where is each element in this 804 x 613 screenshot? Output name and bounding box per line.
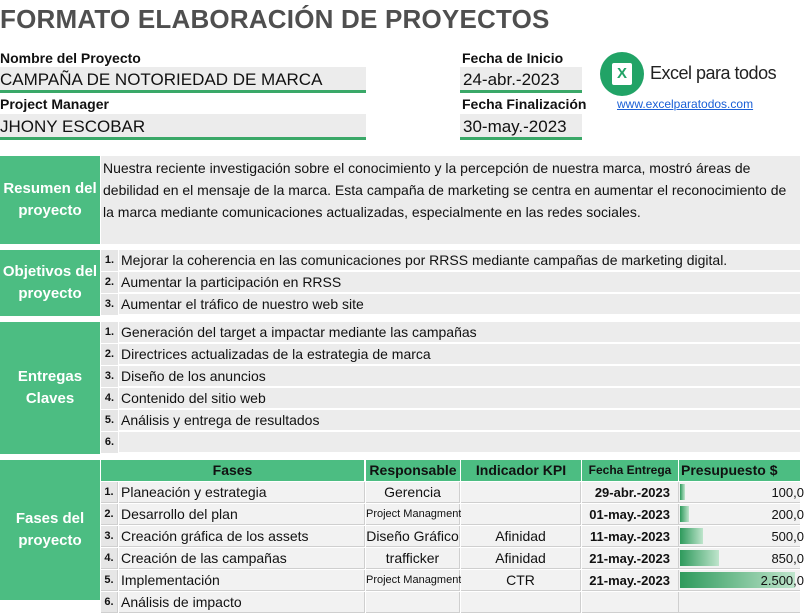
col-header-kpi: Indicador KPI: [461, 460, 581, 481]
objective-row[interactable]: [101, 250, 800, 272]
phase-owner[interactable]: [366, 592, 460, 613]
deliverable-number: 5.: [101, 410, 118, 431]
objective-row[interactable]: [101, 294, 800, 316]
deliverable-text: Diseño de los anuncios: [119, 366, 800, 387]
phase-budget[interactable]: [679, 592, 800, 613]
summary-text[interactable]: Nuestra reciente investigación sobre el conocimiento y la percepción de nuestra marca, mostró áreas de debilidad en el mensaje de la marca. Esta campaña de marketing se centra en aumentar el reconocimiento de la marca mediante comunicaciones actualizadas, especialmente en las redes sociales.: [101, 156, 800, 244]
website-link[interactable]: www.excelparatodos.com: [617, 97, 754, 111]
phase-number: 6.: [101, 592, 118, 613]
start-date-label: Fecha de Inicio: [462, 50, 564, 66]
col-header-due-date: Fecha Entrega: [582, 460, 678, 481]
objectives-label: Objetivos del proyecto: [0, 250, 100, 316]
phase-name[interactable]: Planeación y estrategia: [119, 482, 365, 503]
budget-value: 850,0: [771, 551, 804, 566]
objective-number: 2.: [101, 272, 118, 293]
budget-value: 2.500,0: [760, 573, 804, 588]
manager-field[interactable]: JHONY ESCOBAR: [0, 114, 366, 140]
objective-number: 3.: [101, 294, 118, 315]
budget-bar: [680, 484, 685, 500]
phase-budget[interactable]: [679, 548, 804, 569]
phase-number: 1.: [101, 482, 118, 503]
deliverable-number: 4.: [101, 388, 118, 409]
deliverable-number: 1.: [101, 322, 118, 343]
deliverable-text: [119, 432, 800, 453]
excel-x-glyph: X: [612, 63, 632, 85]
budget-bar: [680, 506, 689, 522]
objective-text: Aumentar el tráfico de nuestro web site: [119, 294, 800, 315]
objective-text: Mejorar la coherencia en las comunicaciones por RRSS mediante campañas de marketing digital.: [119, 250, 800, 271]
phase-budget[interactable]: [679, 526, 804, 547]
phase-name[interactable]: Creación gráfica de los assets: [119, 526, 365, 547]
phase-name[interactable]: Implementación: [119, 570, 365, 591]
deliverable-row[interactable]: [101, 410, 800, 432]
deliverable-row[interactable]: [101, 366, 800, 388]
budget-bar: [680, 550, 719, 566]
col-header-budget: Presupuesto $: [679, 460, 800, 481]
summary-label: Resumen del proyecto: [0, 156, 100, 244]
deliverable-text: Contenido del sitio web: [119, 388, 800, 409]
project-name-label: Nombre del Proyecto: [0, 50, 141, 66]
phase-owner[interactable]: Project Managment: [366, 570, 460, 591]
phases-label: Fases del proyecto: [0, 460, 100, 600]
phase-owner[interactable]: Gerencia: [366, 482, 460, 503]
phase-due-date[interactable]: 11-may.-2023: [582, 526, 679, 547]
deliverable-number: 2.: [101, 344, 118, 365]
deliverable-row[interactable]: [101, 432, 800, 454]
deliverable-row[interactable]: [101, 344, 800, 366]
excel-logo-icon: [600, 52, 644, 96]
deliverable-text: Análisis y entrega de resultados: [119, 410, 800, 431]
end-date-field[interactable]: 30-may.-2023: [460, 114, 582, 140]
deliverable-number: 6.: [101, 432, 118, 453]
phase-name[interactable]: Desarrollo del plan: [119, 504, 365, 525]
phase-number: 3.: [101, 526, 118, 547]
phase-kpi[interactable]: CTR: [461, 570, 581, 591]
phase-owner[interactable]: Project Managment: [366, 504, 460, 525]
phase-kpi[interactable]: Afinidad: [461, 526, 581, 547]
phase-budget[interactable]: [679, 482, 804, 503]
phase-owner[interactable]: Diseño Gráfico: [366, 526, 460, 547]
start-date-field[interactable]: 24-abr.-2023: [460, 67, 582, 93]
deliverable-row[interactable]: [101, 388, 800, 410]
phase-kpi[interactable]: [461, 482, 581, 503]
phase-budget[interactable]: [679, 570, 804, 591]
excel-para-todos-logo: [600, 51, 777, 95]
phase-due-date[interactable]: 29-abr.-2023: [582, 482, 679, 503]
phase-kpi[interactable]: [461, 592, 581, 613]
phase-number: 5.: [101, 570, 118, 591]
col-header-phase: Fases: [101, 460, 364, 481]
phase-owner[interactable]: trafficker: [366, 548, 460, 569]
objective-row[interactable]: [101, 272, 800, 294]
deliverable-row[interactable]: [101, 322, 800, 344]
phase-due-date[interactable]: 01-may.-2023: [582, 504, 679, 525]
project-name-field[interactable]: CAMPAÑA DE NOTORIEDAD DE MARCA: [0, 67, 366, 93]
phase-name[interactable]: Análisis de impacto: [119, 592, 365, 613]
phase-due-date[interactable]: 21-may.-2023: [582, 548, 679, 569]
page-title: FORMATO ELABORACIÓN DE PROYECTOS: [0, 4, 550, 34]
phase-name[interactable]: Creación de las campañas: [119, 548, 365, 569]
phase-number: 4.: [101, 548, 118, 569]
phase-due-date[interactable]: 21-may.-2023: [582, 570, 679, 591]
phase-kpi[interactable]: Afinidad: [461, 548, 581, 569]
budget-value: 500,0: [771, 529, 804, 544]
phase-budget[interactable]: [679, 504, 804, 525]
manager-label: Project Manager: [0, 96, 109, 112]
budget-bar: [680, 528, 703, 544]
objective-text: Aumentar la participación en RRSS: [119, 272, 800, 293]
end-date-label: Fecha Finalización: [462, 96, 587, 112]
deliverable-text: Directrices actualizadas de la estrategia de marca: [119, 344, 800, 365]
phase-due-date[interactable]: [582, 592, 679, 613]
budget-value: 100,0: [771, 485, 804, 500]
deliverable-number: 3.: [101, 366, 118, 387]
phase-number: 2.: [101, 504, 118, 525]
deliverable-text: Generación del target a impactar mediante las campañas: [119, 322, 800, 343]
objective-number: 1.: [101, 250, 118, 271]
budget-value: 200,0: [771, 507, 804, 522]
phase-kpi[interactable]: [461, 504, 581, 525]
logo-text: Excel para todos: [650, 63, 777, 83]
col-header-owner: Responsable: [366, 460, 460, 481]
deliverables-label: Entregas Claves: [0, 322, 100, 454]
